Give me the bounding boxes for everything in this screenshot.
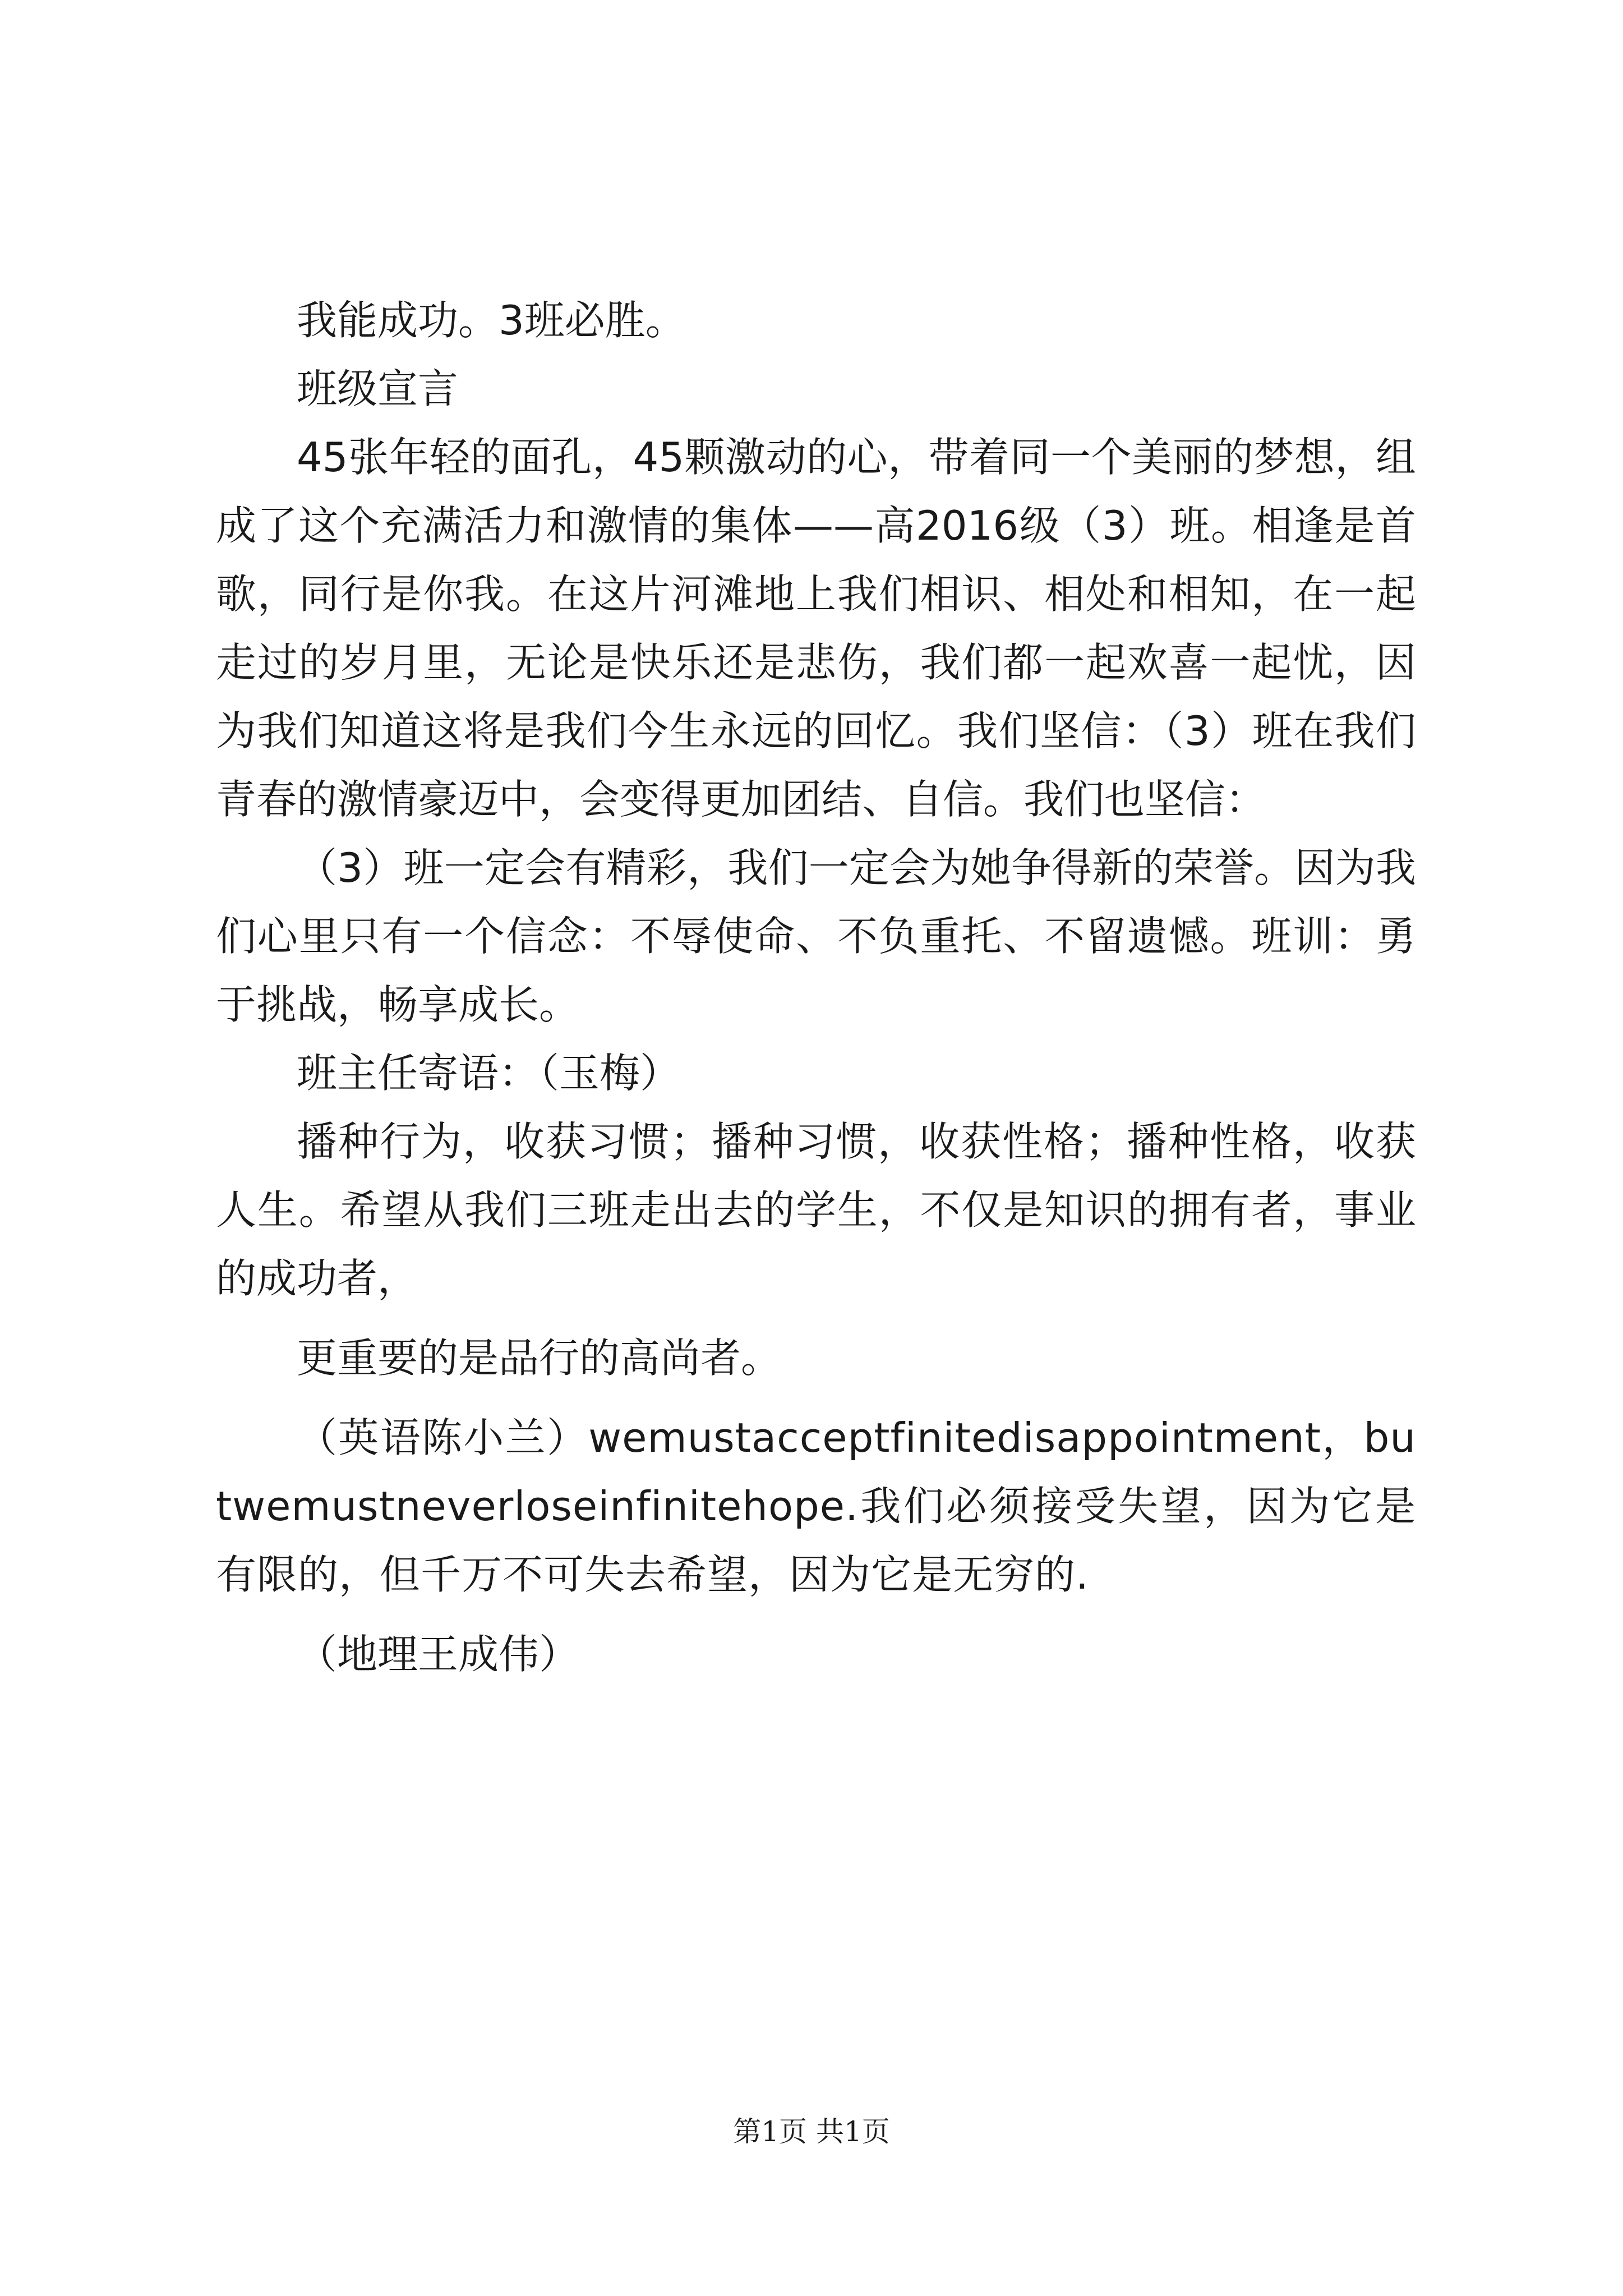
paragraph-head-teacher-message: 播种行为，收获习惯；播种习惯，收获性格；播种性格，收获人生。希望从我们三班走出去的学生，不仅是知识的拥有者，事业的成功者， xyxy=(216,1118,1416,1302)
heading-class-declaration: 班级宣言 xyxy=(297,365,459,412)
heading-head-teacher-message: 班主任寄语：（玉梅） xyxy=(297,1050,681,1097)
paragraph-head-teacher-message-end: 更重要的是品行的高尚者。 xyxy=(297,1335,782,1382)
page-footer: 第1页 共1页 xyxy=(733,2115,890,2148)
paragraph-slogan: 我能成功。3班必胜。 xyxy=(297,297,686,344)
heading-geography-teacher: （地理王成伟） xyxy=(297,1631,580,1678)
document-body xyxy=(216,286,1416,1688)
paragraph-english-teacher-message: （英语陈小兰）wemustacceptfinitedisappointment，butwemustneverloseinfinitehope.我们必须接受失望，因为它是有限的，但千万不可失去希望，因为它是无穷的. xyxy=(216,1414,1416,1598)
paragraph-declaration: 45张年轻的面孔，45颗激动的心，带着同一个美丽的梦想，组成了这个充满活力和激情的集体——高2016级（3）班。相逢是首歌，同行是你我。在这片河滩地上我们相识、相处和相知，在一起走过的岁月里，无论是快乐还是悲伤，我们都一起欢喜一起忧，因为我们知道这将是我们今生永远的回忆。我们坚信：（3）班在我们青春的激情豪迈中，会变得更加团结、自信。我们也坚信： xyxy=(216,434,1416,823)
paragraph-declaration-continued: （3）班一定会有精彩，我们一定会为她争得新的荣誉。因为我们心里只有一个信念：不辱使命、不负重托、不留遗憾。班训：勇于挑战，畅享成长。 xyxy=(216,844,1416,1028)
